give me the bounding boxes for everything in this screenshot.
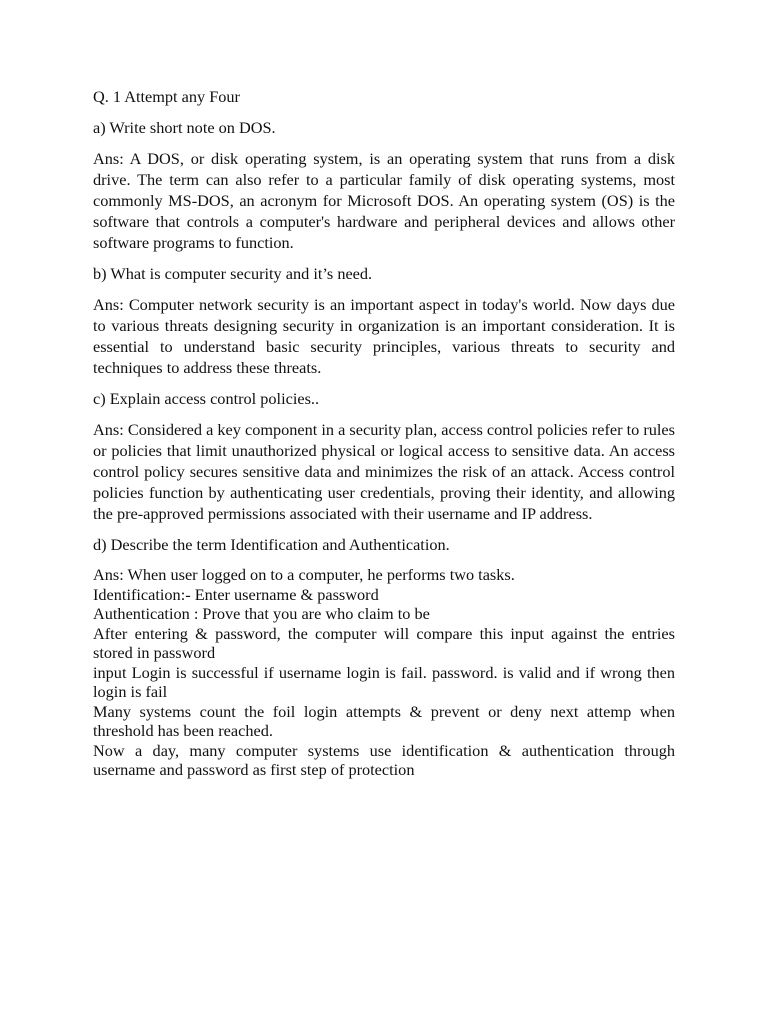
question-a: a) Write short note on DOS. [93, 118, 276, 137]
question-c: c) Explain access control policies.. [93, 389, 320, 408]
answer-d-line: Ans: When user logged on to a computer, he performs two tasks. [93, 565, 515, 584]
answer-d-line: Identification:- Enter username & password [93, 584, 379, 604]
answer-d-line: input Login is successful if username login is fail. password. is valid and if wrong then login is fail [93, 662, 675, 701]
answer-d-line: After entering & password, the computer will compare this input against the entries stored in password [93, 623, 675, 662]
answer-b: Ans: Computer network security is an important aspect in today's world. Now days due to various threats designing security in organization is an important consideration. It is essential to understand basic security principles, various threats to security and techniques to address these threats. [93, 295, 675, 377]
question-d: d) Describe the term Identification and Authentication. [93, 535, 450, 554]
answer-c: Ans: Considered a key component in a security plan, access control policies refer to rules or policies that limit unauthorized physical or logical access to sensitive data. An access control policy secures sensitive data and minimizes the risk of an attack. Access control policies function by authenticating user credentials, proving their identity, and allowing the pre-approved permissions associated with their username and IP address. [93, 420, 675, 523]
page-heading: Q. 1 Attempt any Four [93, 87, 240, 106]
answer-d-line: Authentication : Prove that you are who claim to be [93, 604, 430, 623]
answer-d-line: Now a day, many computer systems use identification & authentication through username and password as first step of protection [93, 740, 675, 779]
document-page [93, 86, 675, 780]
answer-a: Ans: A DOS, or disk operating system, is an operating system that runs from a disk drive. The term can also refer to a particular family of disk operating systems, most commonly MS-DOS, an acronym for Microsoft DOS. An operating system (OS) is the software that controls a computer's hardware and peripheral devices and allows other software programs to function. [93, 149, 675, 252]
answer-d [93, 565, 675, 780]
question-b: b) What is computer security and it’s need. [93, 264, 373, 283]
answer-d-line: Many systems count the foil login attempts & prevent or deny next attemp when threshold has been reached. [93, 701, 675, 740]
